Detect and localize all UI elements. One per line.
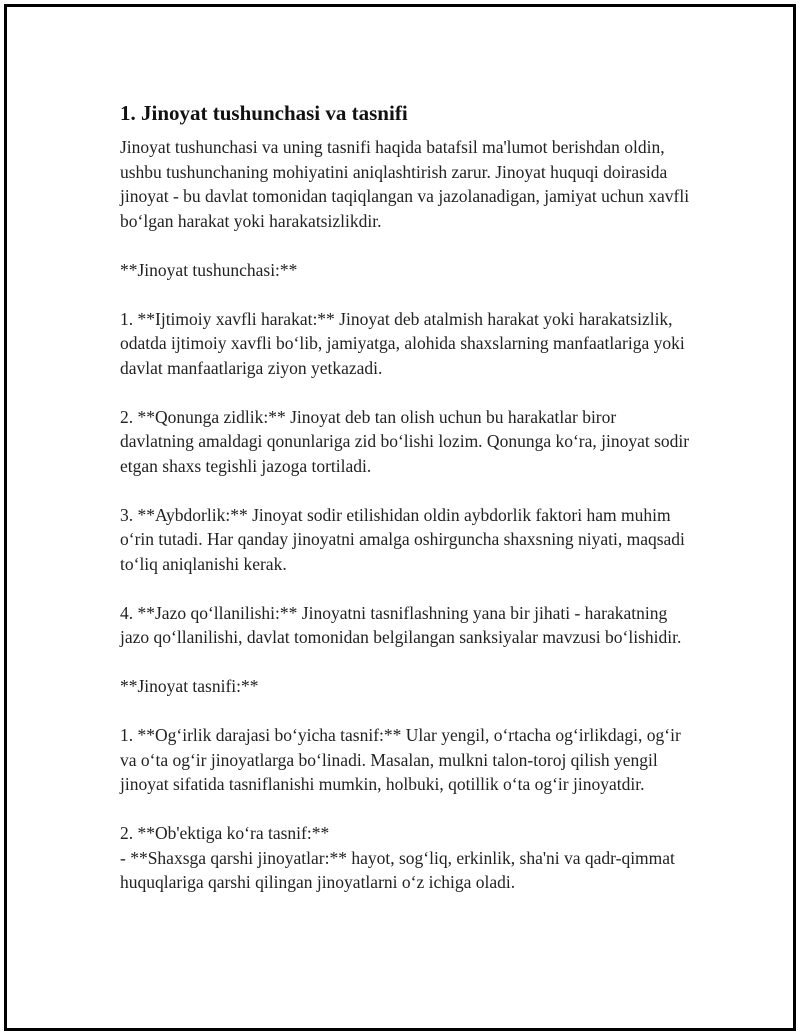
classification-item-2: 2. **Ob'ektiga koʻra tasnif:** - **Shaxsga qarshi jinoyatlar:** hayot, sogʻliq, erkinlik, sha'ni va qadr-qimmat huquqlariga qarshi qilingan jinoyatlarni oʻz ichiga oladi.: [120, 823, 675, 892]
classification-subheading: **Jinoyat tasnifi:**: [120, 676, 259, 696]
concept-item-1: 1. **Ijtimoiy xavfli harakat:** Jinoyat deb atalmish harakat yoki harakatsizlik, odatda ijtimoiy xavfli boʻlib, jamiyatga, alohida shaxslarning manfaatlariga yoki davlat manfaatlariga ziyon yetkazadi.: [120, 308, 685, 378]
intro-paragraph: Jinoyat tushunchasi va uning tasnifi haqida batafsil ma'lumot berishdan oldin, ushbu tushunchaning mohiyatini aniqlashtirish zarur. Jinoyat huquqi doirasida jinoyat - bu davlat tomonidan taqiqlangan va jazolanadigan, jamiyat uchun xavfli boʻlgan harakat yoki harakatsizlikdir.: [120, 137, 690, 231]
classification-item-1: 1. **Ogʻirlik darajasi boʻyicha tasnif:** Ular yengil, oʻrtacha ogʻirlikdagi, ogʻir va oʻta ogʻir jinoyatlarga boʻlinadi. Masalan, mulkni talon-toroj qilish yengil jinoyat sifatida tasniflanishi mumkin, holbuki, qotillik oʻta ogʻir jinoyatdir.: [120, 725, 681, 794]
document-body: [120, 100, 690, 895]
concept-subheading: **Jinoyat tushunchasi:**: [120, 259, 298, 280]
concept-item-4: 4. **Jazo qoʻllanilishi:** Jinoyatni tasniflashning yana bir jihati - harakatning jazo qoʻllanilishi, davlat tomonidan belgilangan sanksiyalar mavzusi boʻlishidir.: [120, 602, 682, 647]
section-heading: 1. Jinoyat tushunchasi va tasnifi: [120, 101, 408, 125]
concept-item-3: 3. **Aybdorlik:** Jinoyat sodir etilishidan oldin aybdorlik faktori ham muhim oʻrin tutadi. Har qanday jinoyatni amalga oshirguncha shaxsning niyati, maqsadi toʻliq aniqlanishi kerak.: [120, 504, 685, 574]
page-frame: [4, 4, 796, 1031]
concept-item-2: 2. **Qonunga zidlik:** Jinoyat deb tan olish uchun bu harakatlar biror davlatning amaldagi qonunlariga zid boʻlishi lozim. Qonunga koʻra, jinoyat sodir etgan shaxs tegishli jazoga tortiladi.: [120, 406, 690, 476]
